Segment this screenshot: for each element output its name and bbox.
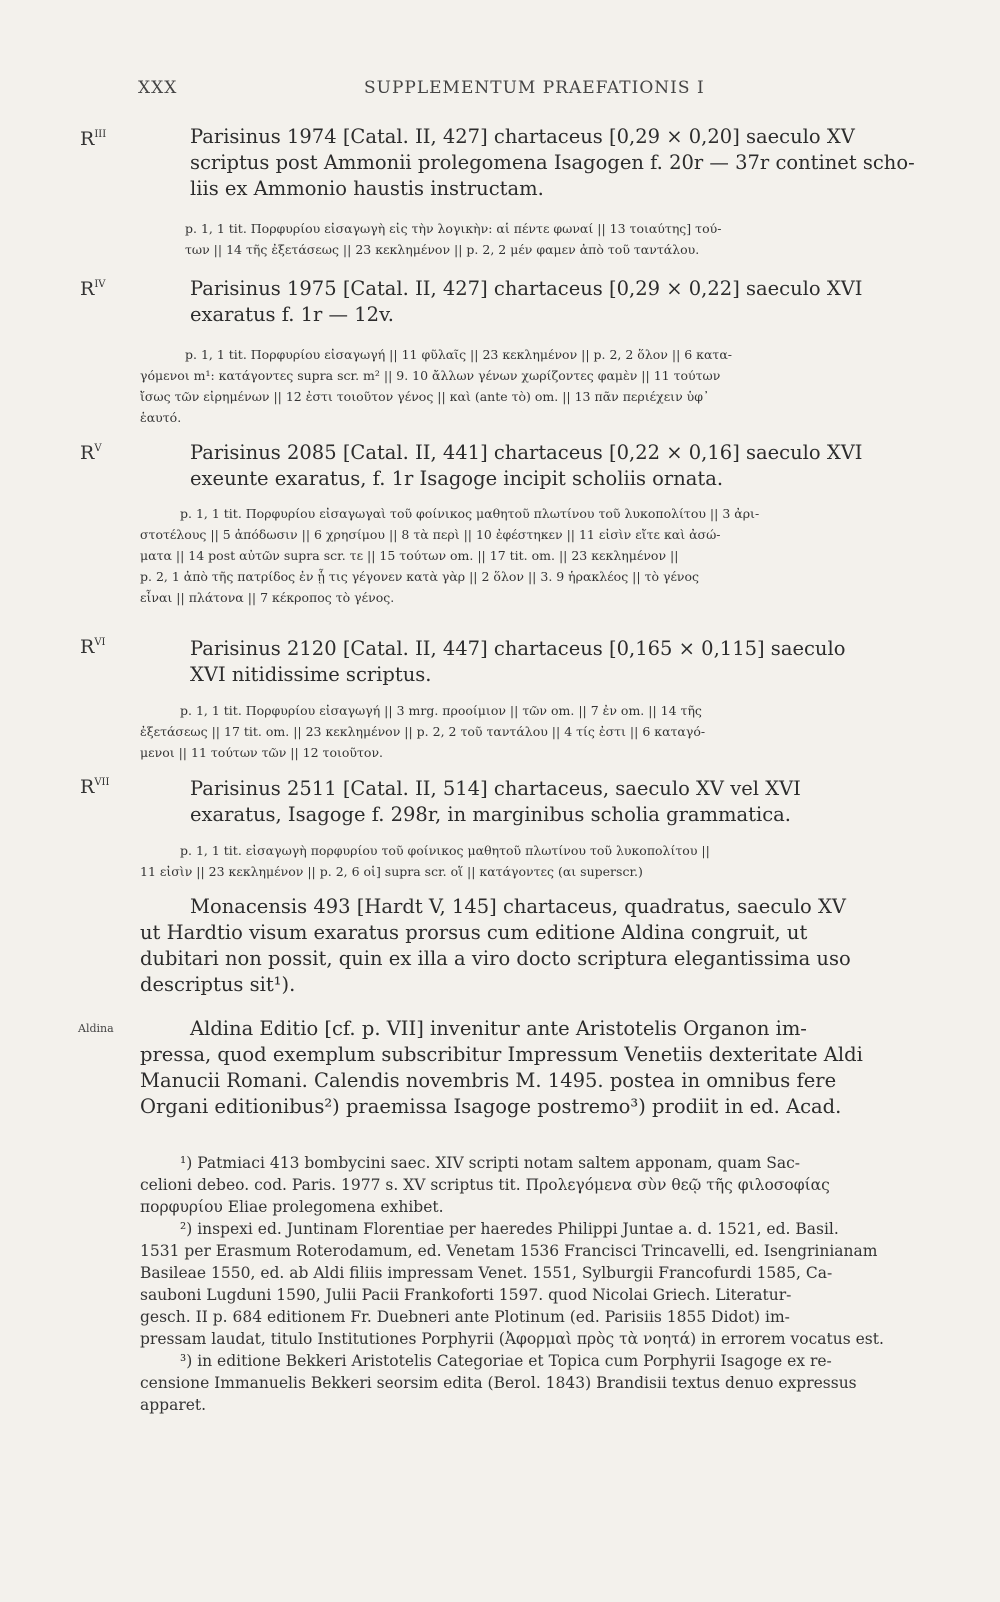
footnote-line: ¹) Patmiaci 413 bombycini saec. XIV scripti notam saltem apponam, quam Sac- [180,1154,801,1172]
note-line: ἴσως τῶν εἰρημένων || 12 ἐστι τοιοῦτον γένος || καὶ (ante τὸ) om. || 13 πᾶν περιέχειν ὑφ᾽ [140,389,710,404]
footnote-line: πορφυρίου Eliae prolegomena exhibet. [140,1198,444,1216]
sigil-superscript: VI [94,637,106,648]
note-line: μενοι || 11 τούτων τῶν || 12 τοιοῦτον. [140,745,384,760]
entry-r6-notes [140,700,925,763]
note-line: στοτέλους || 5 ἀπόδωσιν || 6 χρησίμου || 8 τὰ περὶ || 10 ἐφέστηκεν || 11 εἰσὶν εἴτε καὶ ἀσώ- [140,527,721,542]
note-line: p. 1, 1 tit. Πορφυρίου εἰσαγωγαὶ τοῦ φοίνικος μαθητοῦ πλωτίνου τοῦ λυκοπολίτου || 3 ἀρι- [180,506,760,521]
sigil-superscript: IV [94,279,106,290]
entry-aldina [140,1016,925,1120]
sigil-superscript: III [94,129,107,140]
entry-line: Parisinus 2120 [Catal. II, 447] chartaceus [0,165 × 0,115] saeculo [190,637,846,660]
note-line: των || 14 τῆς ἐξετάσεως || 23 κεκλημένον || p. 2, 2 μέν φαμεν ἀπὸ τοῦ ταντάλου. [185,242,700,257]
entry-line: descriptus sit¹). [140,973,296,996]
entry-line: liis ex Ammonio haustis instructam. [190,177,544,200]
note-line: 11 εἰσὶν || 23 κεκλημένον || p. 2, 6 οἱ] supra scr. οἵ || κατάγοντες (αι superscr.) [140,864,643,879]
footnote-line: celioni debeo. cod. Paris. 1977 s. XV scriptus tit. Προλεγόμενα σὺν θεῷ τῆς φιλοσοφίας [140,1176,830,1194]
entry-line: Aldina Editio [cf. p. VII] invenitur ante Aristotelis Organon im- [190,1017,807,1040]
entry-r3-main [190,124,925,202]
entry-monacensis [140,894,925,998]
footnote-line: gesch. II p. 684 editionem Fr. Duebneri ante Plotinum (ed. Parisiis 1855 Didot) im- [140,1308,790,1326]
footnote-line: censione Immanuelis Bekkeri seorsim edita (Berol. 1843) Brandisii textus denuo expressus [140,1374,857,1392]
note-line: p. 1, 1 tit. Πορφυρίου εἰσαγωγή || 11 φῦλαῖς || 23 κεκλημένον || p. 2, 2 ὅλον || 6 κατα- [185,347,733,362]
entry-line: exeunte exaratus, f. 1r Isagoge incipit scholiis ornata. [190,467,724,490]
footnote-line: Basileae 1550, ed. ab Aldi filiis impressam Venet. 1551, Sylburgii Francofurdi 1585, Ca- [140,1264,833,1282]
running-header [138,78,928,100]
entry-line: XVI nitidissime scriptus. [190,663,432,686]
page-number: XXX [138,78,178,98]
entry-r7-main [190,776,925,828]
entry-line: Monacensis 493 [Hardt V, 145] chartaceus, quadratus, saeculo XV [190,895,846,918]
footnote-line: pressam laudat, titulo Institutiones Porphyrii (Ἀφορμαὶ πρὸς τὰ νοητά) in errorem vocatus est. [140,1330,884,1348]
sigil-aldina: Aldina [78,1022,114,1035]
sigil-superscript: V [94,443,102,454]
entry-line: Manucii Romani. Calendis novembris M. 1495. postea in omnibus fere [140,1069,837,1092]
entry-line: Parisinus 2085 [Catal. II, 441] chartaceus [0,22 × 0,16] saeculo XVI [190,441,863,464]
entry-r5-main [190,440,925,492]
entry-line: Parisinus 1974 [Catal. II, 427] chartaceus [0,29 × 0,20] saeculo XV [190,125,855,148]
note-line: p. 1, 1 tit. Πορφυρίου εἰσαγωγή || 3 mrg. προοίμιον || τῶν om. || 7 ἐν om. || 14 τῆς [180,703,702,718]
entry-line: Parisinus 2511 [Catal. II, 514] chartaceus, saeculo XV vel XVI [190,777,801,800]
note-line: p. 2, 1 ἀπὸ τῆς πατρίδος ἐν ᾗ τις γέγονεν κατὰ γὰρ || 2 ὅλον || 3. 9 ἡρακλέος || τὸ γένος [140,569,700,584]
entry-line: pressa, quod exemplum subscribitur Impressum Venetiis dexteritate Aldi [140,1043,863,1066]
note-line: γόμενοι m¹: κατάγοντες supra scr. m² || 9. 10 ἄλλων γένων χωρίζοντες φαμὲν || 11 τούτων [140,368,721,383]
note-line: p. 1, 1 tit. εἰσαγωγὴ πορφυρίου τοῦ φοίνικος μαθητοῦ πλωτίνου τοῦ λυκοπολίτου || [180,843,710,858]
sigil-letter: R [80,278,95,300]
entry-r3-notes [185,218,925,260]
sigil-letter: R [80,776,95,798]
sigil-r7 [80,776,109,798]
entry-r7-notes [140,840,925,882]
sigil-r3 [80,128,106,150]
entry-r4-notes [140,344,925,428]
entry-line: scriptus post Ammonii prolegomena Isagogen f. 20r — 37r continet scho- [190,151,915,174]
footnote-line: ³) in editione Bekkeri Aristotelis Categoriae et Topica cum Porphyrii Isagoge ex re- [180,1352,832,1370]
entry-line: ut Hardtio visum exaratus prorsus cum editione Aldina congruit, ut [140,921,808,944]
footnotes [140,1152,930,1416]
header-title: SUPPLEMENTUM PRAEFATIONIS I [364,78,705,98]
footnote-line: ²) inspexi ed. Juntinam Florentiae per haeredes Philippi Juntae a. d. 1521, ed. Basil. [180,1220,839,1238]
entry-line: exaratus f. 1r — 12v. [190,303,394,326]
footnote-line: apparet. [140,1396,207,1414]
note-line: p. 1, 1 tit. Πορφυρίου εἰσαγωγὴ εἰς τὴν λογικὴν: αἱ πέντε φωναί || 13 τοιαύτης] τού- [185,221,722,236]
footnote-line: 1531 per Erasmum Roterodamum, ed. Venetam 1536 Francisci Trincavelli, ed. Isengrinianam [140,1242,878,1260]
sigil-r4 [80,278,105,300]
footnote-line: sauboni Lugduni 1590, Julii Pacii Frankoforti 1597. quod Nicolai Griech. Literatur- [140,1286,792,1304]
entry-line: exaratus, Isagoge f. 298r, in marginibus scholia grammatica. [190,803,791,826]
note-line: ἐξετάσεως || 17 tit. om. || 23 κεκλημένον || p. 2, 2 τοῦ ταντάλου || 4 τίς ἐστι || 6 καταγό- [140,724,706,739]
sigil-letter: R [80,636,95,658]
entry-line: Organi editionibus²) praemissa Isagoge postremo³) prodiit in ed. Acad. [140,1095,842,1118]
entry-line: dubitari non possit, quin ex illa a viro docto scriptura elegantissima uso [140,947,851,970]
entry-r6-main [190,636,925,688]
sigil-r5 [80,442,102,464]
sigil-r6 [80,636,105,658]
entry-r4-main [190,276,925,328]
sigil-superscript: VII [94,777,110,788]
entry-line: Parisinus 1975 [Catal. II, 427] chartaceus [0,29 × 0,22] saeculo XVI [190,277,863,300]
note-line: εἶναι || πλάτονα || 7 κέκροπος τὸ γένος. [140,590,395,605]
sigil-letter: R [80,442,95,464]
note-line: ἑαυτό. [140,410,182,425]
note-line: ματα || 14 post αὐτῶν supra scr. τε || 15 τούτων om. || 17 tit. om. || 23 κεκλημένον || [140,548,679,563]
sigil-letter: R [80,128,95,150]
entry-r5-notes [140,503,925,608]
